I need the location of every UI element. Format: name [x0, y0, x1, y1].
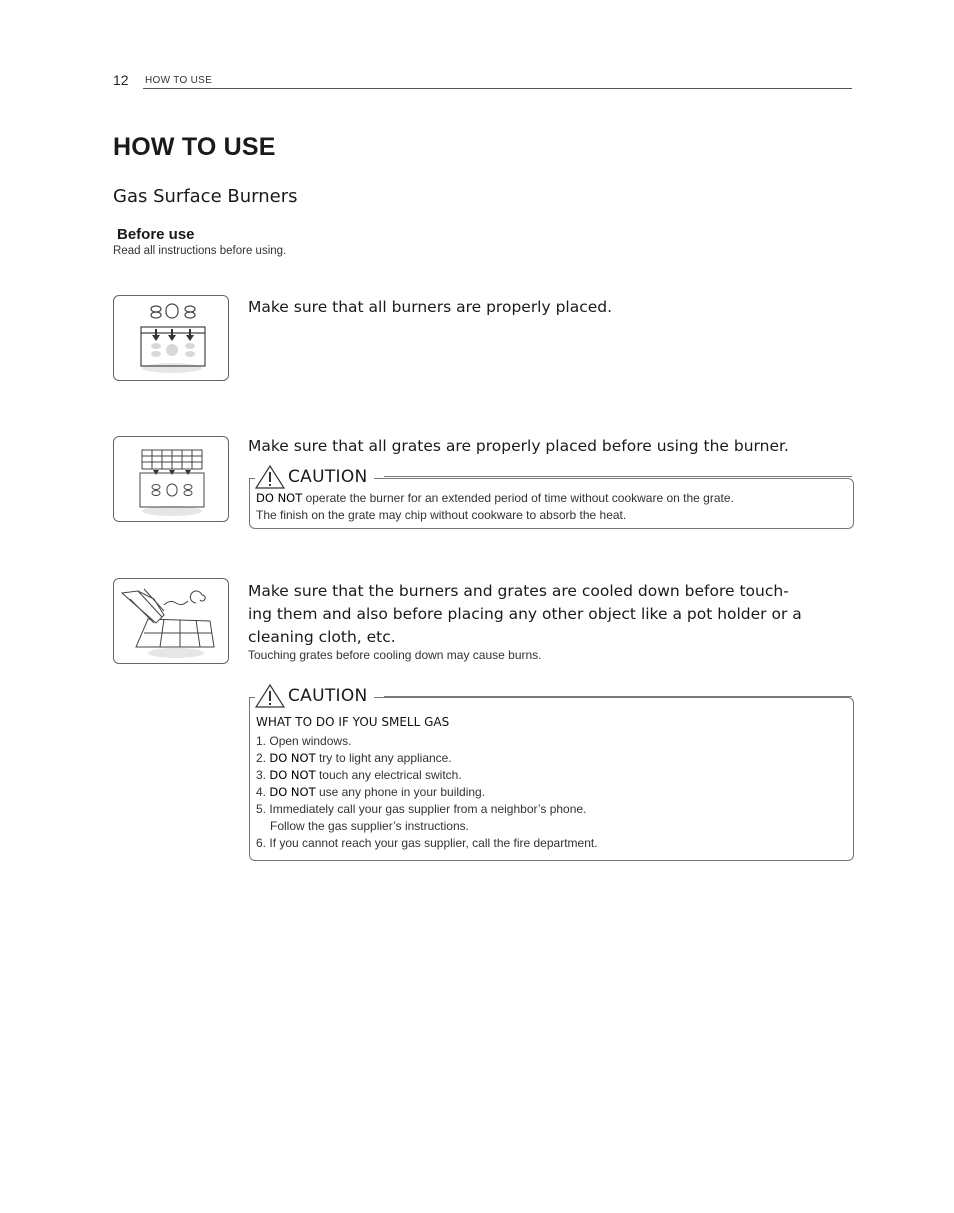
list-item-text: If you cannot reach your gas supplier, call the fire department. — [269, 836, 598, 850]
do-not-emphasis: DO NOT — [256, 491, 303, 505]
list-item-number: 5. — [256, 802, 267, 816]
glove-hot-grate-illustration — [113, 578, 229, 664]
list-item-text: Follow the gas supplier’s instructions. — [270, 819, 469, 833]
list-item-number: 2. — [256, 751, 267, 765]
do-not-emphasis: DO NOT — [269, 751, 316, 765]
list-item-text: Open windows. — [269, 734, 352, 748]
caution-heading-1 — [255, 465, 374, 489]
section-title: Gas Surface Burners — [113, 186, 298, 207]
list-item-number: 3. — [256, 768, 267, 782]
step-3-line-3: cleaning cloth, etc. — [248, 628, 396, 646]
list-item — [256, 801, 846, 818]
caution-label-1: CAUTION — [288, 467, 368, 487]
list-item-continuation — [256, 818, 846, 835]
warning-triangle-icon — [255, 465, 285, 489]
list-item-number: 1. — [256, 734, 267, 748]
list-item — [256, 750, 846, 767]
step-1-text: Make sure that all burners are properly placed. — [248, 298, 613, 316]
list-item — [256, 835, 846, 852]
page-number: 12 — [113, 72, 129, 88]
gas-smell-list — [256, 733, 846, 852]
burner-placement-illustration — [113, 295, 229, 381]
step-2-text: Make sure that all grates are properly placed before using the burner. — [248, 437, 789, 455]
gas-smell-title: WHAT TO DO IF YOU SMELL GAS — [256, 715, 450, 729]
header-section-label: HOW TO USE — [145, 75, 213, 86]
caution-heading-rule-2 — [384, 696, 852, 697]
list-item-number: 6. — [256, 836, 267, 850]
step-3-line-2: ing them and also before placing any other object like a pot holder or a — [248, 605, 802, 623]
before-use-title: Before use — [117, 226, 195, 243]
list-item-text: try to light any appliance. — [315, 751, 452, 765]
list-item-text: use any phone in your building. — [315, 785, 486, 799]
list-item-number: 4. — [256, 785, 267, 799]
do-not-emphasis: DO NOT — [269, 785, 316, 799]
caution-1-line-1 — [256, 490, 846, 507]
caution-1-line-1-text: operate the burner for an extended period of time without cookware on the grate. — [302, 491, 734, 505]
list-item-text: touch any electrical switch. — [315, 768, 462, 782]
caution-label-2: CAUTION — [288, 686, 368, 706]
page-title: HOW TO USE — [113, 133, 276, 161]
list-item — [256, 733, 846, 750]
step-3-line-1: Make sure that the burners and grates are cooled down before touch- — [248, 582, 789, 600]
list-item — [256, 767, 846, 784]
list-item-text: Immediately call your gas supplier from a neighbor’s phone. — [269, 802, 587, 816]
caution-heading-2 — [255, 684, 374, 708]
caution-1-line-2: The finish on the grate may chip without cookware to absorb the heat. — [256, 508, 627, 522]
do-not-emphasis: DO NOT — [269, 768, 316, 782]
list-item — [256, 784, 846, 801]
warning-triangle-icon — [255, 684, 285, 708]
step-3-text — [248, 580, 852, 649]
step-3-note: Touching grates before cooling down may cause burns. — [248, 648, 542, 662]
grate-placement-illustration — [113, 436, 229, 522]
header-rule — [143, 88, 852, 89]
before-use-description: Read all instructions before using. — [113, 245, 287, 257]
caution-heading-rule-1 — [384, 476, 852, 477]
